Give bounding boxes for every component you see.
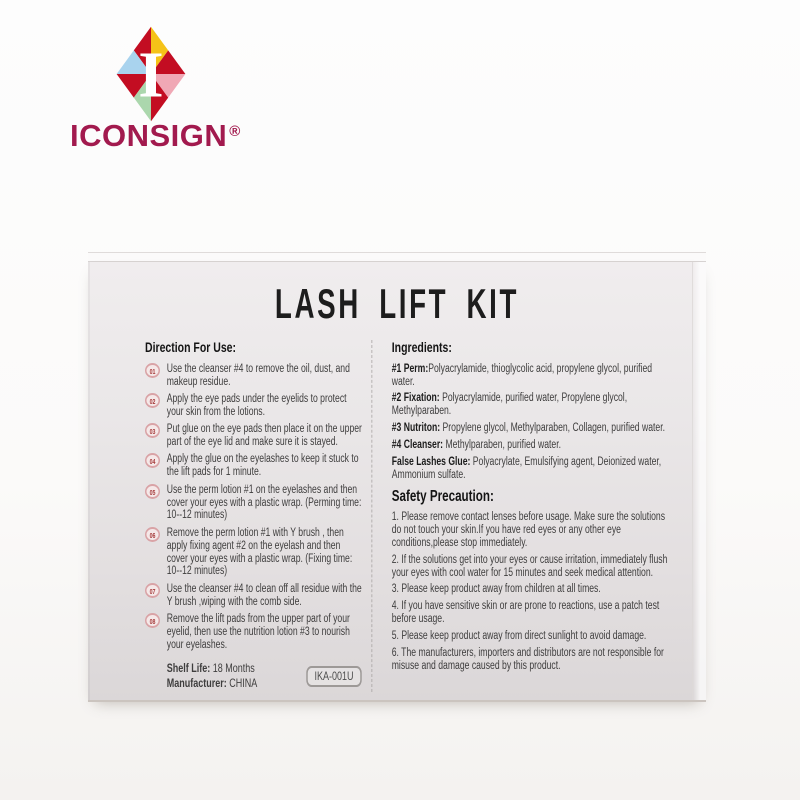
manufacturer-label: Manufacturer: [166, 676, 227, 691]
direction-step [145, 484, 363, 523]
ingredient-item [392, 456, 672, 482]
brand-name-text: ICONSIGN [70, 118, 228, 153]
product-meta [167, 661, 362, 692]
brand-name [70, 118, 260, 154]
directions-heading: Direction For Use: [145, 340, 237, 355]
brand-logo [70, 26, 260, 154]
shelf-life [167, 661, 258, 677]
manufacturer-value: CHINA [226, 676, 258, 691]
step-text: Apply the glue on the eyelashes to keep it stuck to the lift pads for 1 minute. [166, 453, 359, 479]
direction-step [145, 453, 363, 479]
shelf-life-label: Shelf Life: [166, 660, 211, 675]
step-text: Put glue on the eye pads then place it on the upper part of the eye lid and make sure it is stayed. [166, 423, 362, 449]
registered-trademark-symbol: ® [229, 123, 241, 140]
step-number-badge: 08 [145, 613, 160, 628]
direction-step [145, 613, 363, 652]
ingredients-heading: Ingredients: [391, 340, 452, 355]
ingredient-item [392, 422, 672, 435]
ingredient-text: Methylparaben, purified water. [443, 439, 562, 452]
product-title: LASH LIFT KIT [274, 280, 520, 327]
safety-heading: Safety Precaution: [391, 487, 494, 505]
brand-diamond-icon [108, 26, 194, 122]
direction-step [145, 363, 363, 389]
safety-item: 6. The manufacturers, importers and distributors are not responsible for misuse and damage caused by this product. [391, 646, 664, 672]
step-text: Use the cleanser #4 to remove the oil, dust, and makeup residue. [166, 362, 350, 388]
box-back-panel [88, 262, 706, 702]
ingredient-item [392, 363, 672, 389]
ingredient-label: False Lashes Glue: [391, 455, 471, 468]
ingredient-text: Polyacrylamide, purified water, Propylene glycol, Methylparaben. [391, 392, 628, 418]
product-box [88, 252, 706, 700]
direction-step [145, 423, 363, 449]
directions-section [145, 340, 363, 692]
ingredients-section [392, 340, 672, 482]
ingredient-label: #1 Perm: [391, 362, 429, 375]
ingredient-item [392, 392, 672, 418]
step-number-badge: 01 [145, 363, 160, 378]
direction-step [145, 583, 363, 609]
ingredient-label: #4 Cleanser: [391, 439, 444, 452]
box-lid-edge [88, 252, 706, 262]
step-number-badge: 04 [145, 453, 160, 468]
ingredient-item [392, 439, 672, 452]
safety-item: 5. Please keep product away from direct sunlight to avoid damage. [391, 630, 647, 643]
step-text: Apply the eye pads under the eyelids to protect your skin from the lotions. [166, 392, 347, 418]
svg-text:I: I [138, 39, 164, 112]
direction-step [145, 393, 363, 419]
step-text: Remove the lift pads from the upper part of your eyelid, then use the nutrition lotion #3 to nourish your eyelashes. [166, 613, 350, 651]
manufacturer [167, 676, 258, 692]
step-number-badge: 07 [145, 583, 160, 598]
safety-item: 3. Please keep product away from children at all times. [391, 583, 601, 596]
safety-section [392, 488, 672, 673]
step-number-badge: 03 [145, 423, 160, 438]
safety-item: 4. If you have sensitive skin or are prone to reactions, use a patch test before usage. [391, 600, 660, 626]
step-text: Remove the perm lotion #1 with Y brush , then apply fixing agent #2 on the eyelash and then cover your eyes with a plastic wrap. (Fixing time: 10--12 minutes) [166, 526, 353, 578]
step-number-badge: 05 [145, 484, 160, 499]
step-number-badge: 02 [145, 393, 160, 408]
ingredient-text: Polyacrylate, Emulsifying agent, Deionized water, Ammonium sulfate. [391, 455, 662, 481]
ingredient-label: #3 Nutriton: [391, 422, 441, 435]
model-code-box: IKA-001U [306, 666, 362, 687]
shelf-life-value: 18 Months [210, 660, 255, 675]
step-text: Use the perm lotion #1 on the eyelashes and then cover your eyes with a plastic wrap. (Perming time: 10--12 minutes) [166, 483, 362, 522]
column-divider [372, 340, 373, 692]
step-number-badge: 06 [145, 527, 160, 542]
ingredient-text: Polyacrylamide, thioglycolic acid, propylene glycol, purified water. [391, 362, 653, 388]
ingredient-label: #2 Fixation: [391, 392, 440, 405]
safety-item: 2. If the solutions get into your eyes or cause irritation, immediately flush your eyes with cool water for 15 minutes and seek medical attention. [391, 553, 668, 579]
safety-item: 1. Please remove contact lenses before usage. Make sure the solutions do not touch your skin.If you have red eyes or any other eye conditions,please stop immediately. [391, 511, 666, 549]
step-text: Use the cleanser #4 to clean off all residue with the Y brush ,wiping with the comb side. [166, 582, 362, 608]
direction-step [145, 527, 363, 579]
ingredient-text: Propylene glycol, Methylparaben, Collagen, purified water. [440, 422, 666, 435]
